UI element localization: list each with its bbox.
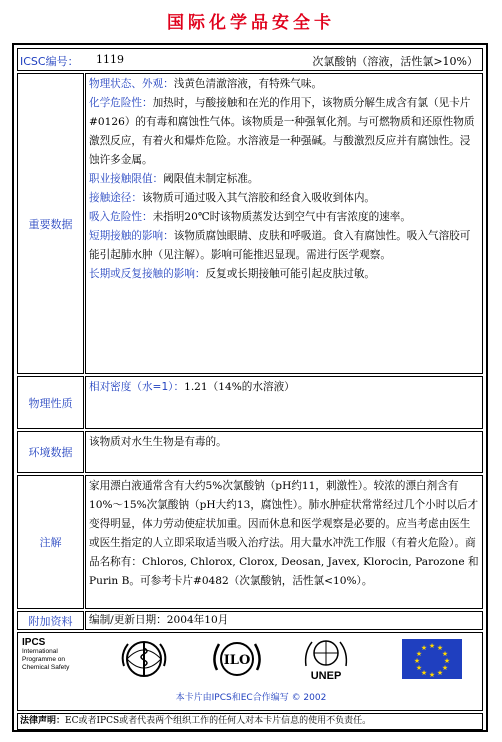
- svg-text:ILO: ILO: [223, 653, 251, 668]
- section-label-physical: 物理性质: [17, 376, 84, 429]
- unep-emblem-icon: [303, 636, 349, 682]
- svg-text:★: ★: [428, 671, 436, 679]
- inhalation-risk-value: 未指明20℃时该物质蒸发达到空气中有害浓度的速率。: [152, 211, 411, 223]
- who-emblem-icon: [118, 636, 170, 682]
- environment-content: 该物质对水生生物是有毒的。: [85, 431, 483, 473]
- chemical-hazard-key: 化学危险性：: [89, 97, 153, 109]
- legal-key: 法律声明：: [20, 716, 66, 726]
- important-data-content: [85, 73, 483, 374]
- footer-caption: 本卡片由IPCS和EC合作编写 © 2002: [175, 693, 327, 703]
- svg-text:★: ★: [441, 650, 449, 658]
- svg-text:★: ★: [413, 657, 421, 665]
- svg-text:★: ★: [436, 644, 444, 652]
- svg-text:★: ★: [420, 644, 428, 652]
- exposure-route-value: 该物质可通过吸入其气溶胶和经食入吸收到体内。: [141, 192, 376, 204]
- density-key: 相对密度（水=1）：: [89, 381, 185, 393]
- section-label-important: 重要数据: [17, 73, 84, 374]
- short-term-key: 短期接触的影响：: [89, 230, 174, 242]
- density-value: 1.21（14%的水溶液）: [184, 381, 295, 393]
- exposure-limit-key: 职业接触限值：: [89, 173, 164, 185]
- long-term-value: 反复或长期接触可能引起皮肤过敏。: [205, 268, 376, 280]
- notes-content: 家用漂白液通常含有大约5%次氯酸钠（pH约11，刺激性）。较浓的漂白剂含有10%～15%次氯酸钠（pH大约13，腐蚀性）。肺水肿症状常常经过几个小时以后才变得明显，体力劳动使症状加重。因而休息和医学观察是必要的。应当考虑由医生或医生指定的人立即采取适当吸入治疗法。用大量水冲洗工作服（有着火危险）。商品名称有：Chloros, Chlorox, Clorox, Deosan, Javex, Klorocin, Parozone 和Purin B。可参考卡片#0482（次氯酸钠，活性氯<10%）。: [85, 475, 483, 609]
- icsc-number: 1119: [96, 53, 124, 66]
- svg-text:★: ★: [436, 669, 444, 677]
- long-term-key: 长期或反复接触的影响：: [89, 268, 206, 280]
- svg-text:★: ★: [443, 657, 451, 665]
- short-term-value: 该物质腐蚀眼睛、皮肤和呼吸道。食入有腐蚀性。吸入气溶胶可能引起肺水肿（见注解）。影响可能推迟显现。需进行医学观察。: [89, 230, 471, 261]
- inhalation-risk-key: 吸入危险性：: [89, 211, 153, 223]
- substance-name: 次氯酸钠（溶液，活性氯>10%）: [312, 55, 478, 68]
- legal-notice: [17, 713, 483, 730]
- eu-flag-icon: [402, 636, 462, 682]
- footer-logos: [17, 632, 483, 711]
- exposure-limit-value: 阈限值未制定标准。: [163, 173, 259, 185]
- exposure-route-key: 接触途径：: [89, 192, 142, 204]
- card-title: 国际化学品安全卡: [167, 13, 335, 33]
- svg-text:★: ★: [441, 664, 449, 672]
- svg-text:★: ★: [415, 664, 423, 672]
- section-label-environment: 环境数据: [17, 431, 84, 473]
- legal-text: EC或者IPCS或者代表两个组织工作的任何人对本卡片信息的使用不负责任。: [65, 716, 372, 726]
- section-label-notes: 注解: [17, 475, 84, 609]
- ilo-emblem-icon: [210, 636, 264, 682]
- chemical-hazard-value: 加热时，与酸接触和在光的作用下，该物质分解生成含有氯（见卡片#0126）的有毒和腐蚀性气体。该物质是一种强氧化剂。与可燃物质和还原性物质激烈反应，有着火和爆炸危险。水溶液是一种强碱。与酸激烈反应并有腐蚀性。浸蚀许多金属。: [89, 97, 475, 166]
- section-label-additional: 附加资料: [17, 611, 84, 630]
- svg-text:★: ★: [420, 669, 428, 677]
- icsc-row: [17, 48, 483, 71]
- physical-properties-content: [85, 376, 483, 429]
- card-frame: [12, 43, 488, 732]
- physical-state-key: 物理状态、外观：: [89, 78, 174, 90]
- svg-text:★: ★: [428, 642, 436, 650]
- ipcs-logo: IPCS International Programme on Chemical Safety: [22, 637, 70, 671]
- svg-text:★: ★: [415, 650, 423, 658]
- icsc-label: ICSC编号：: [20, 55, 79, 68]
- additional-content: 编制/更新日期：2004年10月: [85, 611, 483, 630]
- physical-state-value: 浅黄色清澈溶液，有特殊气味。: [173, 78, 323, 90]
- svg-text:UNEP: UNEP: [310, 670, 342, 682]
